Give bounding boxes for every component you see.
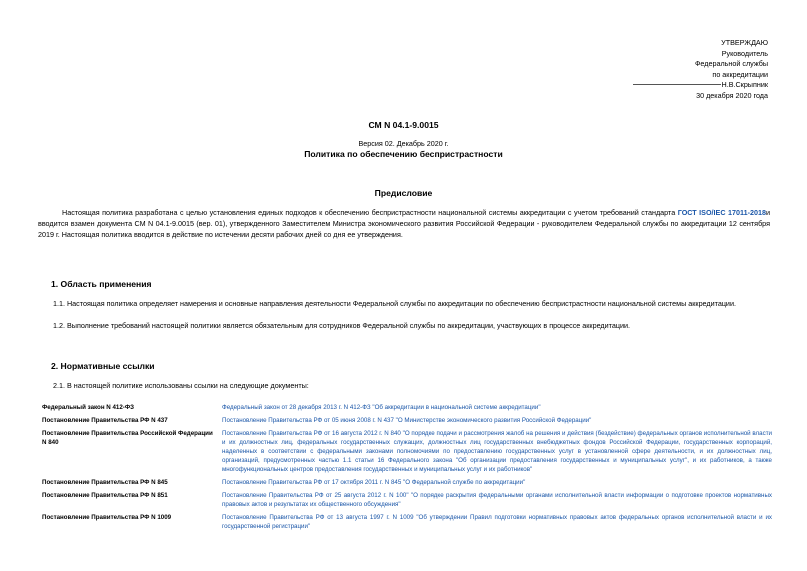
- reference-name: Постановление Правительства РФ N 845: [42, 479, 168, 486]
- preface-paragraph: [38, 207, 770, 240]
- reference-name: Федеральный закон N 412-ФЗ: [42, 404, 135, 411]
- document-title: Политика по обеспечению беспристрастности: [304, 149, 503, 159]
- approval-date: 30 декабря 2020 года: [696, 90, 768, 100]
- table-row: [42, 478, 772, 491]
- reference-name: Постановление Правительства РФ N 851: [42, 492, 168, 499]
- approval-heading: УТВЕРЖДАЮ: [721, 38, 768, 47]
- reference-link[interactable]: Постановление Правительства РФ от 05 июня 2008 г. N 437 "О Министерстве экономического развития Российской Федерации": [222, 417, 592, 424]
- approval-position-line: Руководитель: [721, 48, 768, 58]
- table-row: [42, 403, 772, 416]
- section-heading-references: 2. Нормативные ссылки: [51, 361, 155, 371]
- standard-link[interactable]: ГОСТ ISO/IEC 17011-2018: [677, 208, 766, 217]
- preface-heading: Предисловие: [374, 188, 433, 198]
- references-table: [42, 403, 772, 533]
- signature-line: [633, 84, 721, 85]
- approval-position-line: по аккредитации: [712, 69, 768, 79]
- reference-name: Постановление Правительства Российской Федерации N 840: [42, 430, 213, 446]
- approval-block: [633, 38, 769, 102]
- reference-name: Постановление Правительства РФ N 437: [42, 417, 168, 424]
- section-heading-scope: 1. Область применения: [51, 279, 152, 289]
- reference-link[interactable]: Постановление Правительства РФ от 25 августа 2012 г. N 100" "О порядке раскрытия федеральными органами исполнительной власти информации о подготовке проектов нормативных правовых актов и результатах их общественного обсуждения": [222, 492, 772, 508]
- table-row: [42, 416, 772, 429]
- section-paragraph: 2.1. В настоящей политике использованы ссылки на следующие документы:: [53, 381, 309, 390]
- reference-link[interactable]: Постановление Правительства РФ от 13 августа 1997 г. N 1009 "Об утверждении Правил подготовки нормативных правовых актов федеральных органов исполнительной власти и их государственной регистрации": [222, 514, 772, 530]
- reference-link[interactable]: Постановление Правительства РФ от 17 октября 2011 г. N 845 "О Федеральной службе по аккредитации": [222, 479, 526, 486]
- reference-name: Постановление Правительства РФ N 1009: [42, 514, 172, 521]
- table-row: [42, 429, 772, 478]
- table-row: [42, 513, 772, 533]
- approval-position-line: Федеральной службы: [694, 59, 768, 69]
- section-paragraph: 1.2. Выполнение требований настоящей политики является обязательным для сотрудников Федеральной службы по аккредитации, участвующих в процессе аккредитации.: [53, 321, 630, 330]
- document-version: Версия 02. Декабрь 2020 г.: [358, 139, 449, 148]
- reference-link[interactable]: Постановление Правительства РФ от 16 августа 2012 г. N 840 "О порядке подачи и рассмотрения жалоб на решения и действия (бездействие) федеральных органов исполнительной власти и их должностных лиц, федеральных государственных служащих, должностных лиц государственных внебюджетных фондов Российской Федерации, государственных корпораций, наделенных в соответствии с федеральными законами полномочиями по предоставлению государственных услуг в установленной сфере деятельности, и их должностных лиц, организаций, предусмотренных частью 1.1 статьи 16 Федерального закона "Об организации предоставления государственных и муниципальных услуг", и их работников, а также многофункциональных центров предоставления государственных и муниципальных услуг и их работников": [222, 430, 772, 473]
- preface-text: и вводится взамен документа СМ N 04.1-9.0015 (вер. 01), утвержденного Заместителем Министра экономического развития Российской Федерации - руководителем Федеральной службы по аккредитации 12 сентября 2019 г. Настоящая политика вводится в действие по истечении десяти рабочих дней со дня ее утверждения.: [38, 208, 770, 239]
- table-row: [42, 491, 772, 513]
- approval-signature: [633, 80, 769, 91]
- preface-text: Настоящая политика разработана с целью установления единых подходов к обеспечению беспристрастности национальной системы аккредитации с учетом требований стандарта: [62, 208, 678, 217]
- approval-signer: Н.В.Скрыпник: [721, 80, 768, 90]
- reference-link[interactable]: Федеральный закон от 28 декабря 2013 г. N 412-ФЗ "Об аккредитации в национальной системе аккредитации": [222, 404, 541, 411]
- document-number: СМ N 04.1-9.0015: [368, 120, 439, 130]
- section-paragraph: 1.1. Настоящая политика определяет намерения и основные направления деятельности Федеральной службы по аккредитации по обеспечению беспристрастности национальной системы аккредитации.: [53, 299, 736, 308]
